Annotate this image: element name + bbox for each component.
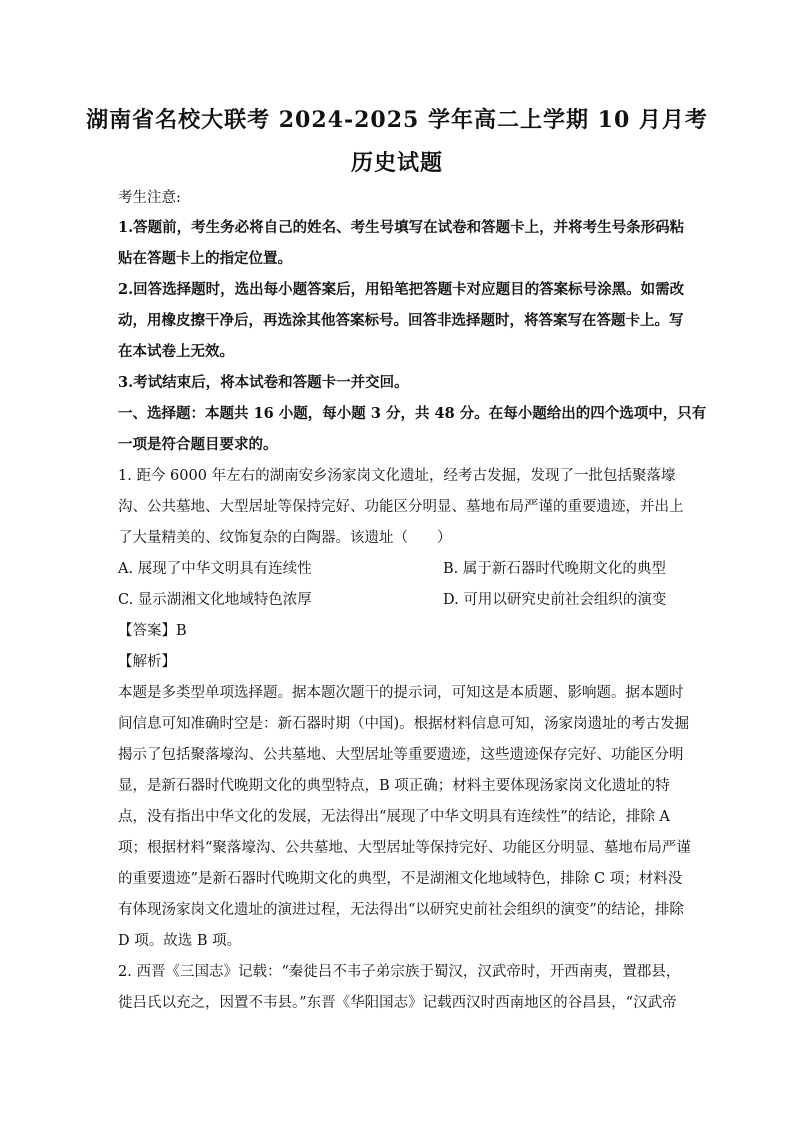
q2-stem-line: 徙吕氏以充之，因置不韦县。”东晋《华阳国志》记载西汉时西南地区的谷昌县，“汉武帝 xyxy=(118,995,677,1011)
notice-line: 在本试卷上无效。 xyxy=(118,343,234,360)
q1-analysis-label: 【解析】 xyxy=(118,654,176,670)
q1-analysis-line: 的重要遗迹”是新石器时代晚期文化的典型，不是湖湘文化地域特色，排除 C 项；材料没 xyxy=(118,871,683,887)
notice-line: 2.回答选择题时，选出每小题答案后，用铅笔把答题卡对应题目的答案标号涂黑。如需改 xyxy=(118,281,685,298)
q1-analysis-line: 显，是新石器时代晚期文化的典型特点，B 项正确；材料主要体现汤家岗文化遗址的特 xyxy=(118,778,670,794)
q1-option-d: D. 可用以研究史前社会组织的演变 xyxy=(443,592,667,608)
q1-stem-line: 1. 距今 6000 年左右的湖南安乡汤家岗文化遗址，经考古发掘，发现了一批包括聚落壕 xyxy=(118,468,676,484)
notice-line: 动，用橡皮擦干净后，再选涂其他答案标号。回答非选择题时，将答案写在答题卡上。写 xyxy=(118,312,684,329)
q1-answer: 【答案】B xyxy=(118,623,187,639)
exam-subtitle: 历史试题 xyxy=(350,150,443,176)
section-heading: 一项是符合题目要求的。 xyxy=(118,436,278,453)
q1-option-c: C. 显示湖湘文化地域特色浓厚 xyxy=(118,592,312,608)
section-heading: 一、选择题：本题共 16 小题，每小题 3 分，共 48 分。在每小题给出的四个选项中，只有 xyxy=(118,405,707,422)
q2-stem-line: 2. 西晋《三国志》记载：“秦徙吕不韦子弟宗族于蜀汉，汉武帝时，开西南夷，置郡县， xyxy=(118,964,681,980)
notice-heading: 考生注意: xyxy=(118,190,181,206)
exam-title: 湖南省名校大联考 2024-2025 学年高二上学期 10 月月考 xyxy=(86,107,708,133)
q1-stem-line: 了大量精美的、纹饰复杂的白陶器。该遗址（ ） xyxy=(118,530,452,546)
q1-analysis-line: 有体现汤家岗文化遗址的演进过程，无法得出“以研究史前社会组织的演变”的结论，排除 xyxy=(118,902,684,918)
notice-line: 3.考试结束后，将本试卷和答题卡一并交回。 xyxy=(118,374,409,391)
q1-analysis-line: 项；根据材料“聚落壕沟、公共墓地、大型居址等保持完好、功能区分明显、墓地布局严谨 xyxy=(118,840,691,856)
q1-analysis-line: 点，没有指出中华文化的发展，无法得出“展现了中华文明具有连续性”的结论，排除 A xyxy=(118,809,670,825)
q1-analysis-line: 揭示了包括聚落壕沟、公共墓地、大型居址等重要遗迹，这些遗迹保存完好、功能区分明 xyxy=(118,747,684,763)
notice-line: 贴在答题卡上的指定位置。 xyxy=(118,250,292,267)
notice-line: 1.答题前，考生务必将自己的姓名、考生号填写在试卷和答题卡上，并将考生号条形码粘 xyxy=(118,219,685,236)
q1-analysis-line: 本题是多类型单项选择题。据本题次题干的提示词，可知这是本质题、影响题。据本题时 xyxy=(118,685,684,701)
q1-analysis-line: D 项。故选 B 项。 xyxy=(118,933,242,949)
q1-stem-line: 沟、公共墓地、大型居址等保持完好、功能区分明显、墓地布局严谨的重要遗迹，并出上 xyxy=(118,499,684,515)
q1-analysis-line: 间信息可知准确时空是：新石器时期（中国)。根据材料信息可知，汤家岗遗址的考古发掘 xyxy=(118,716,690,732)
q1-option-b: B. 属于新石器时代晚期文化的典型 xyxy=(443,561,666,577)
q1-option-a: A. 展现了中华文明具有连续性 xyxy=(118,561,312,577)
